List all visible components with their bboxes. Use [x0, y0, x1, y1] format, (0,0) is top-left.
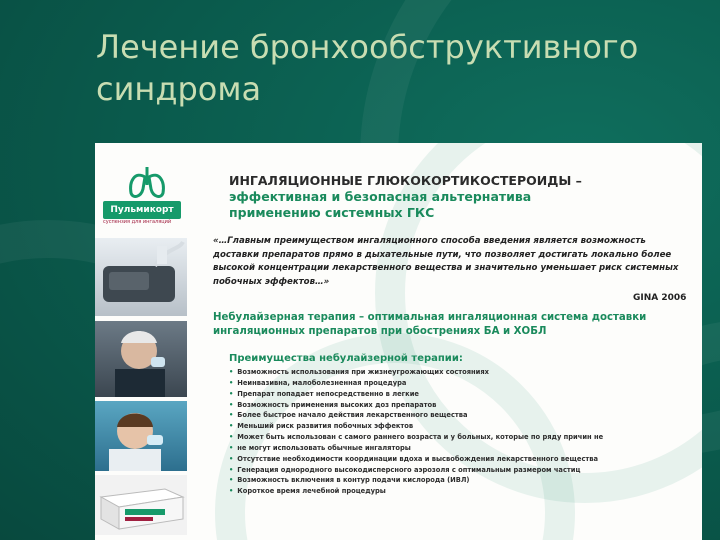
list-item: • Меньший риск развития побочных эффектов: [229, 421, 699, 432]
advantages-list: [229, 367, 699, 497]
slide-title: Лечение бронхообструктивного синдрома: [96, 28, 639, 108]
nebulizer-icon: [95, 238, 187, 316]
list-item: • Короткое время лечебной процедуры: [229, 486, 699, 497]
heading-line-3: применению системных ГКС: [229, 205, 435, 220]
list-item: • Более быстрое начало действия лекарственного вещества: [229, 410, 699, 421]
brand-subtitle: суспензия для ингаляций: [103, 219, 172, 225]
advantages-title: Преимущества небулайзерной терапии:: [229, 353, 463, 364]
nebulizer-device-photo: [95, 238, 187, 316]
list-item: • Возможность применения высоких доз препаратов: [229, 400, 699, 411]
list-item: • Отсутствие необходимости координации вдоха и высвобождения лекарственного вещества: [229, 454, 699, 465]
lungs-logo-icon: [125, 163, 169, 203]
list-item: • Может быть использован с самого раннего возраста и у больных, которые по ряду причин не: [229, 432, 699, 443]
medicine-box-photo: [95, 475, 187, 535]
child-icon: [95, 401, 187, 471]
gina-quote: «…Главным преимуществом ингаляционного способа введения является возможность доставки препаратов прямо в дыхательные пути, что позволяет достигать локально более высокой концентрации лекарственного вещества и значительно уменьшает риск системных побочных эффектов…»: [213, 236, 679, 287]
patient-icon: [95, 321, 187, 397]
list-item: • Генерация однородного высокодисперсного аэрозоля с оптимальным размером частиц: [229, 465, 699, 476]
content-card: [95, 143, 702, 540]
medicine-box-icon: [95, 475, 187, 535]
list-item: • Возможность использования при жизнеугрожающих состояниях: [229, 367, 699, 378]
nebulizer-subheading: Небулайзерная терапия – оптимальная ингаляционная система доставки ингаляционных препаратов при обострениях БА и ХОБЛ: [213, 312, 647, 337]
list-item: • Препарат попадает непосредственно в легкие: [229, 389, 699, 400]
main-heading: [229, 173, 699, 221]
image-sidebar: [95, 143, 191, 540]
heading-line-2: эффективная и безопасная альтернатива: [229, 189, 532, 204]
brand-name: Пульмикорт: [103, 201, 181, 219]
quote-source: GINA 2006: [633, 293, 687, 303]
list-item: • не могут использовать обычные ингаляторы: [229, 443, 699, 454]
list-item: • Неинвазивна, малоболезненная процедура: [229, 378, 699, 389]
list-item: • Возможность включения в контур подачи кислорода (ИВЛ): [229, 475, 699, 486]
heading-line-1: ИНГАЛЯЦИОННЫЕ ГЛЮКОКОРТИКОСТЕРОИДЫ –: [229, 173, 582, 188]
elderly-patient-photo: [95, 321, 187, 397]
child-patient-photo: [95, 401, 187, 471]
